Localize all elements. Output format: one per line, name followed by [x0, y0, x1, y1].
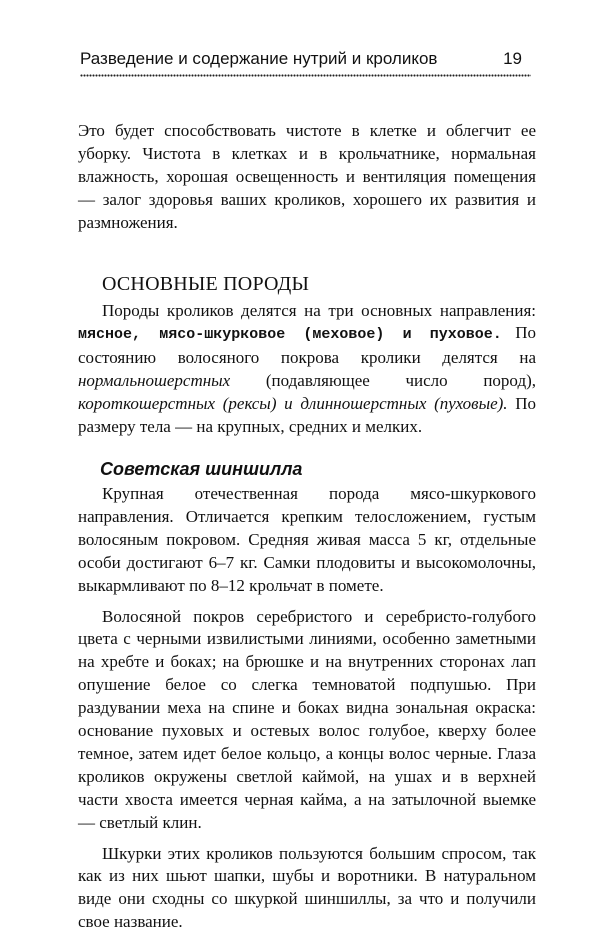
breeds-tail: По размеру тела — на крупных, средних и мелких.	[78, 394, 536, 437]
breeds-mid2: (подавляющее число пород),	[230, 371, 536, 391]
header-dotted-rule	[80, 73, 531, 78]
breeds-mid: По состоянию волосяного покрова кролики делятся на	[78, 323, 536, 368]
body-text	[78, 120, 536, 942]
running-title: Разведение и содержание нутрий и кроликов	[80, 49, 438, 68]
intro-paragraph: Это будет способствовать чистоте в клетке и облегчит ее уборку. Чистота в клетках и в крольчатнике, нормальная влажность, хорошая освещенность и вентиляция помещения — залог здоровья ваших кроликов, хорошего их развития и размножения.	[78, 121, 536, 232]
breed-heading: Советская шиншилла	[100, 458, 303, 479]
breed-paragraph-1: Крупная отечественная порода мясо-шкуркового направления. Отличается крепким телосложением, густым волосяным покровом. Средняя живая масса 5 кг, отдельные особи достигают 6–7 кг. Самки плодовиты и высокомолочны, выкармливают по 8–12 крольчат в помете.	[78, 483, 536, 595]
running-header	[80, 46, 530, 72]
normal-hair-term: нормальношерстных	[78, 371, 231, 391]
directions-bold-terms: мясное, мясо-шкурковое (меховое) и пуховое.	[78, 326, 502, 344]
page-number: 19	[503, 49, 522, 68]
breed-paragraph-2: Волосяной покров серебристого и серебристо-голубого цвета с черными извилистыми линиями, особенно заметными на хребте и боках; на брюшке и на внутренних сторонах лап опушение белое со слегка темноватой подпушью. При раздувании меха на спине и боках видна зональная окраска: основание пуховых и остевых волос голубое, кверху более темное, затем идет белое кольцо, а концы волос черные. Глаза кроликов окружены светлой каймой, на ушах и в верхней части хвоста имеется черная кайма, а на затылочной выемке — светлый клин.	[78, 606, 536, 832]
breed-paragraph-3: Шкурки этих кроликов пользуются большим спросом, так как из них шьют шапки, шубы и воротники. В натуральном виде они сходны со шкуркой шиншиллы, за что и получили свое название.	[78, 843, 536, 932]
section-heading: ОСНОВНЫЕ ПОРОДЫ	[102, 272, 310, 295]
breeds-paragraph	[78, 300, 536, 439]
short-long-hair-terms: короткошерстных (рексы) и длинношерстных (пуховые).	[78, 394, 508, 414]
breeds-lead: Породы кроликов делятся на три основных направления:	[102, 300, 536, 320]
